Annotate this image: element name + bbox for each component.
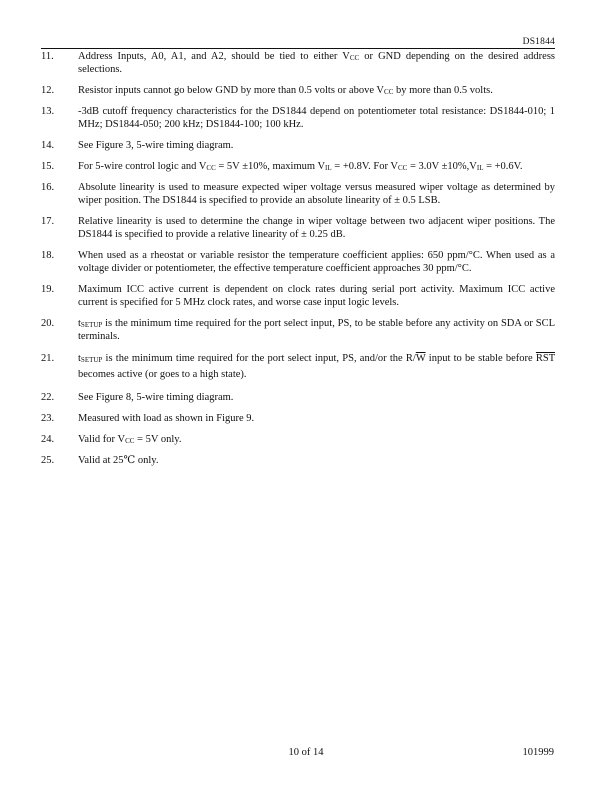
notes-list	[41, 50, 555, 475]
note-text: See Figure 8, 5-wire timing diagram.	[78, 392, 234, 403]
note-number: 23.	[41, 413, 55, 424]
note-item	[41, 50, 555, 76]
note-text: Address Inputs, A0, A1, and A2, should be tied to either $V_{CC}$ or GND depending on the desired address selections.	[78, 51, 555, 75]
note-item	[41, 249, 555, 275]
note-number: 24.	[41, 434, 55, 445]
note-number: 13.	[41, 106, 55, 117]
note-text: -3dB cutoff frequency characteristics for the DS1844 depend on potentiometer total resistance: DS1844-010; 1 MHz; DS1844-050; 200 kHz; DS1844-100; 100 kHz.	[78, 106, 555, 130]
note-text: For 5-wire control logic and $V_{CC} = 5V \pm 10\%$, maximum $V_{IL} = +0.8V$. For $V_{CC} = 3.0V \pm 10\%,V_{IL} = +0.6V$.	[78, 161, 523, 172]
note-text: $t_{SETUP}$ is the minimum time required for the port select input, PS, to be stable before any activity on SDA or SCL terminals.	[78, 318, 555, 342]
note-number: 15.	[41, 161, 55, 172]
note-text: $t_{SETUP}$ is the minimum time required for the port select input, PS, and/or the $R/\overline{W}$ input to be stable before $\overline{RST}$ becomes active (or goes to a high state).	[78, 353, 555, 380]
note-item	[41, 139, 555, 152]
note-number: 14.	[41, 140, 55, 151]
note-text: Valid at 25℃ only.	[78, 455, 159, 466]
note-item	[41, 412, 555, 425]
note-item	[41, 105, 555, 131]
note-text: Resistor inputs cannot go below GND by more than 0.5 volts or above $V_{CC}$ by more than 0.5 volts.	[78, 85, 493, 96]
note-number: 21.	[41, 353, 55, 364]
note-text: Measured with load as shown in Figure 9.	[78, 413, 255, 424]
note-text: When used as a rheostat or variable resistor the temperature coefficient applies: 650 ppm/°C. When used as a voltage divider or potentiometer, the effective temperature coefficient approaches 30 ppm/°C.	[78, 250, 555, 274]
note-item	[41, 391, 555, 404]
note-number: 19.	[41, 284, 55, 295]
note-number: 25.	[41, 455, 55, 466]
note-number: 17.	[41, 216, 55, 227]
page-number: 10 of 14	[288, 747, 324, 758]
note-text: Absolute linearity is used to measure expected wiper voltage versus measured wiper voltage as determined by wiper position. The DS1844 is specified to provide an absolute linearity of ± 0.5 LSB.	[78, 182, 555, 206]
note-number: 18.	[41, 250, 55, 261]
note-item	[41, 317, 555, 343]
note-number: 11.	[41, 51, 54, 62]
note-item	[41, 181, 555, 207]
note-text: Maximum ICC active current is dependent on clock rates during serial port activity. Maximum ICC active current is specified for 5 MHz clock rates, and worse case input logic levels.	[78, 284, 555, 308]
note-item	[41, 215, 555, 241]
note-text: Valid for $V_{CC} = 5V$ only.	[78, 434, 182, 445]
note-number: 22.	[41, 392, 55, 403]
note-number: 20.	[41, 318, 55, 329]
note-number: 16.	[41, 182, 55, 193]
note-number: 12.	[41, 85, 55, 96]
note-text: See Figure 3, 5-wire timing diagram.	[78, 140, 234, 151]
note-text: Relative linearity is used to determine the change in wiper voltage between two adjacent wiper positions. The DS1844 is specified to provide a relative linearity of ± 0.25 dB.	[78, 216, 555, 240]
note-item	[41, 283, 555, 309]
document-code: 101999	[522, 747, 554, 758]
note-item	[41, 84, 555, 97]
note-item	[41, 351, 555, 383]
note-item	[41, 160, 555, 173]
header-rule	[41, 48, 555, 49]
document-id: DS1844	[522, 37, 555, 47]
note-item	[41, 433, 555, 446]
note-item	[41, 454, 555, 467]
